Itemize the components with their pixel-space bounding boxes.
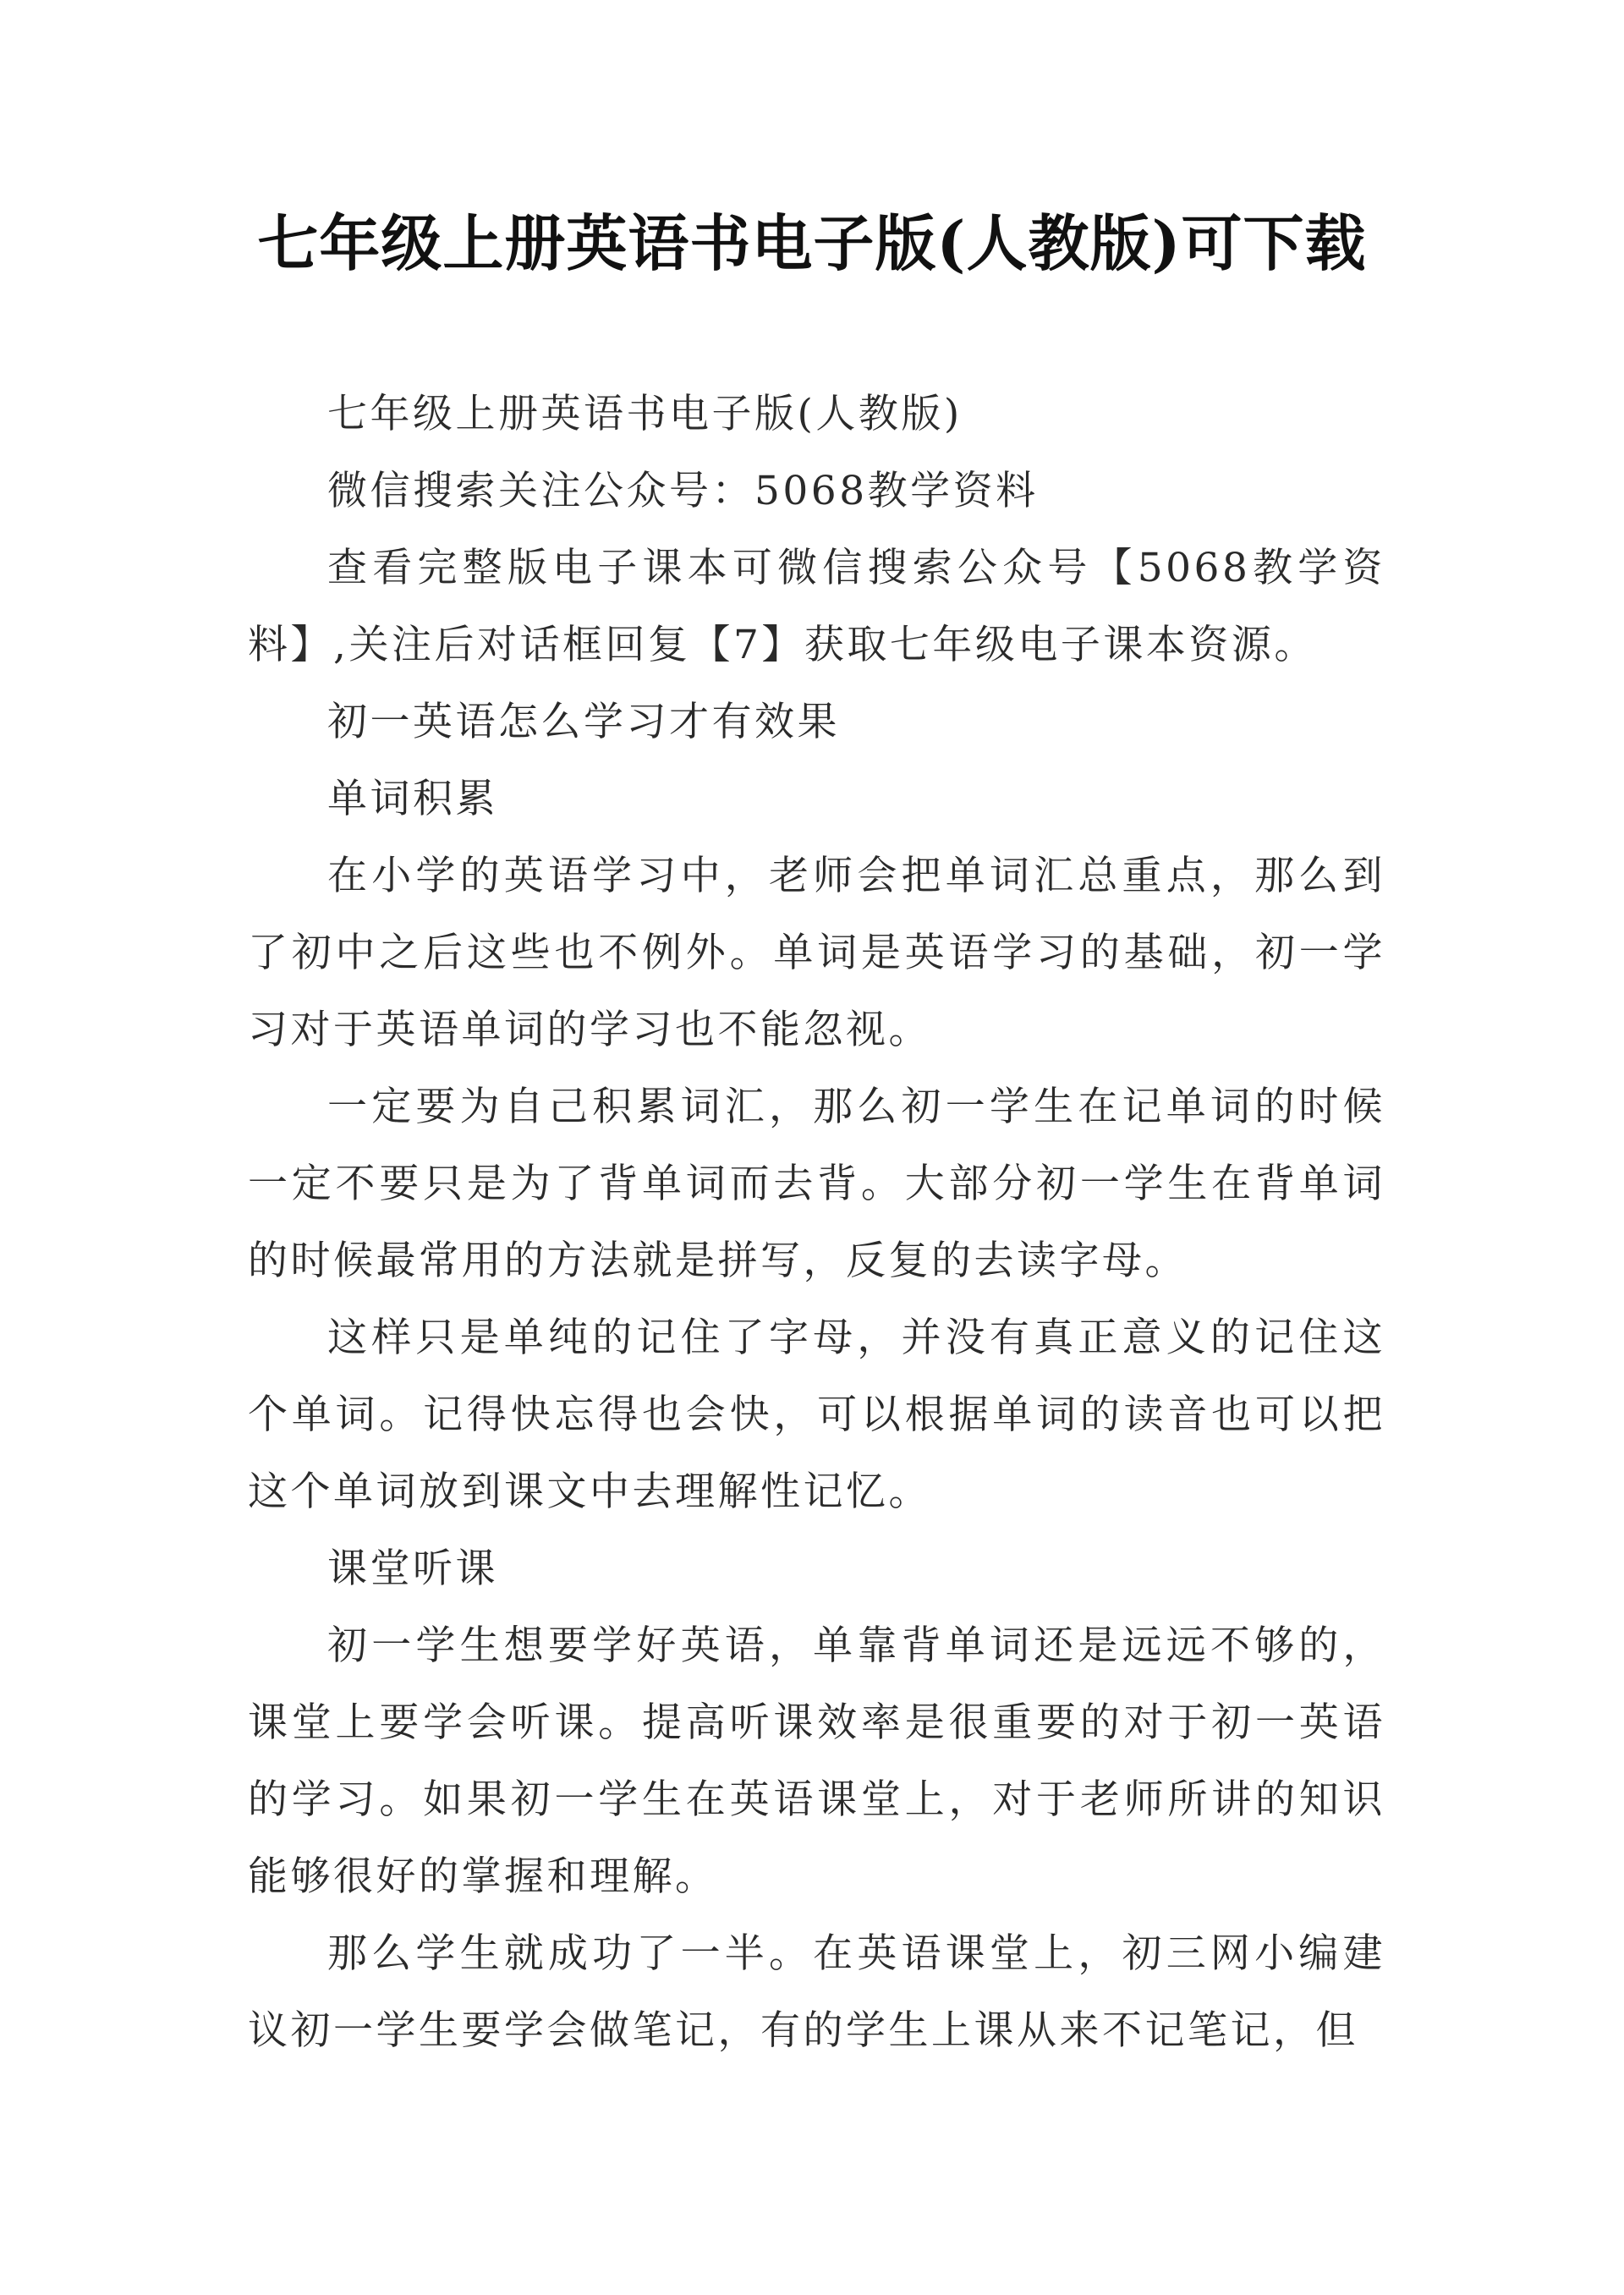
heading-vocabulary: 单词积累: [327, 776, 498, 822]
paragraph-vocabulary-memory: 这样只是单纯的记住了字母，并没有真正意义的记住这个单词。记得快忘得也会快，可以根据单词的读音也可以把这个单词放到课文中去理解性记忆。: [248, 1315, 1385, 1515]
paragraph-wechat-search: 微信搜索关注公众号：5068教学资料: [327, 468, 1039, 514]
paragraph-vocabulary-basics: 在小学的英语学习中，老师会把单词汇总重点，那么到了初中之后这些也不例外。单词是英语学习的基础，初一学习对于英语单词的学习也不能忽视。: [248, 853, 1385, 1053]
heading-how-to-learn: 初一英语怎么学习才有效果: [327, 699, 840, 745]
paragraph-book-title: 七年级上册英语书电子版(人教版): [327, 391, 963, 437]
paragraph-note-taking: 那么学生就成功了一半。在英语课堂上，初三网小编建议初一学生要学会做笔记，有的学生上课从来不记笔记，但: [248, 1930, 1385, 2054]
paragraph-classroom-listening: 初一学生想要学好英语，单靠背单词还是远远不够的，课堂上要学会听课。提高听课效率是很重要的对于初一英语的学习。如果初一学生在英语课堂上，对于老师所讲的知识能够很好的掌握和理解。: [248, 1622, 1385, 1900]
paragraph-vocabulary-method: 一定要为自己积累词汇，那么初一学生在记单词的时候一定不要只是为了背单词而去背。大部分初一学生在背单词的时候最常用的方法就是拼写，反复的去读字母。: [248, 1084, 1385, 1284]
heading-classroom-listening: 课堂听课: [327, 1546, 498, 1592]
document-body: [248, 376, 1385, 2069]
paragraph-download-instructions: 查看完整版电子课本可微信搜索公众号【5068教学资料】,关注后对话框回复【7】获取七年级电子课本资源。: [248, 545, 1385, 668]
document-title: 七年级上册英语书电子版(人教版)可下载: [257, 207, 1367, 279]
